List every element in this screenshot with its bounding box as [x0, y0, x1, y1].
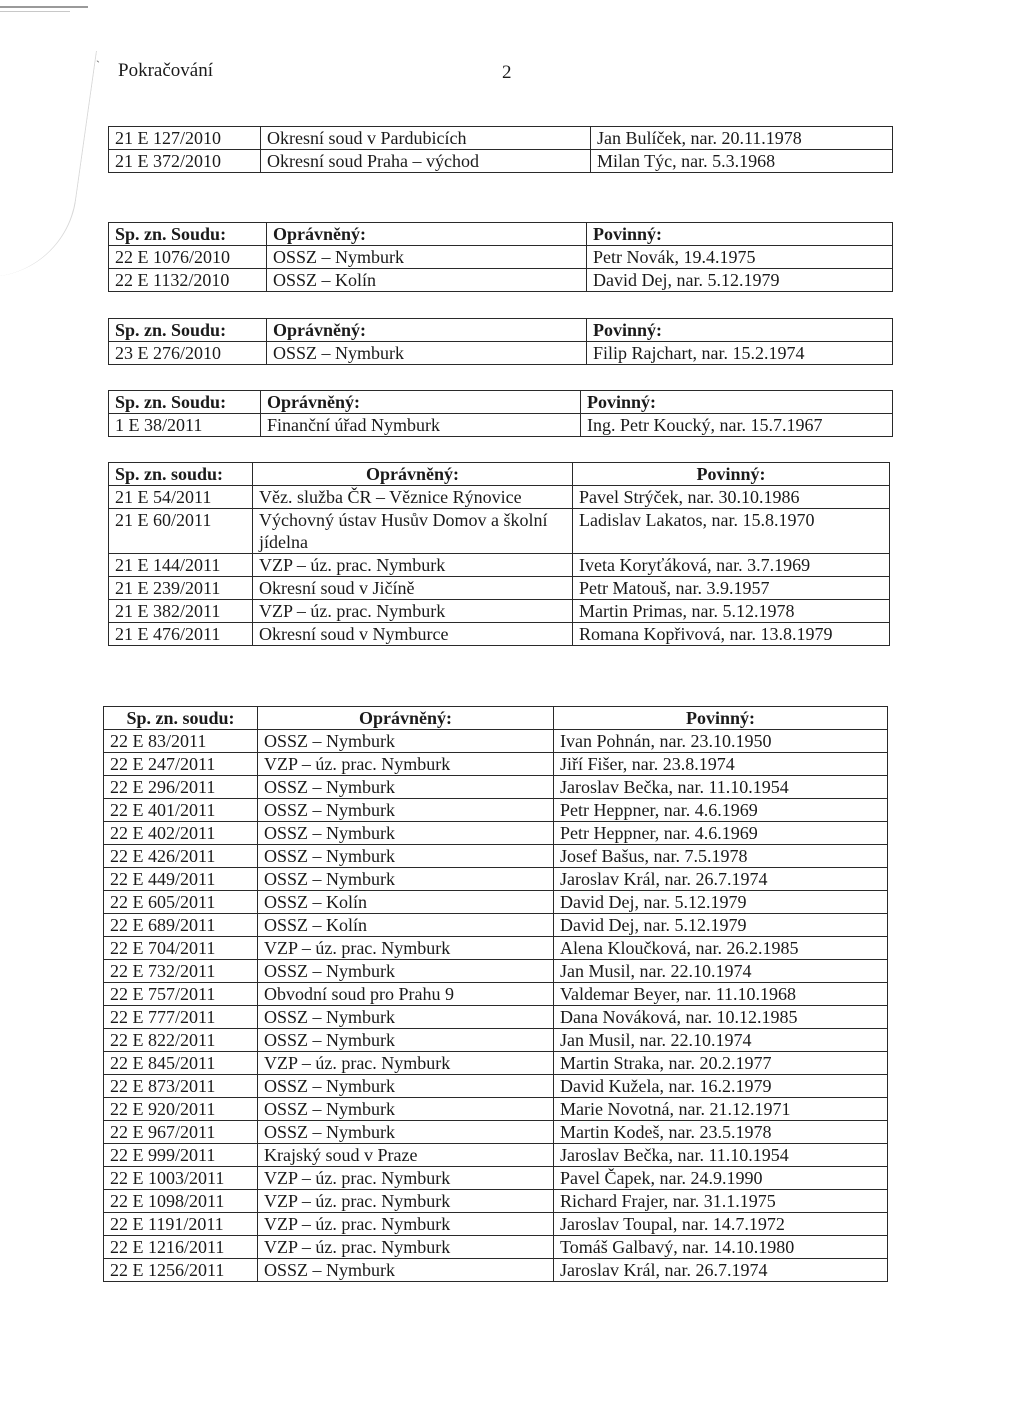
table-header — [104, 707, 888, 730]
case-number-cell: 22 E 1191/2011 — [104, 1213, 258, 1236]
debtor-cell: Dana Nováková, nar. 10.12.1985 — [554, 1006, 888, 1029]
debtor-cell: Jaroslav Toupal, nar. 14.7.1972 — [554, 1213, 888, 1236]
case-number-cell: 21 E 372/2010 — [109, 150, 261, 173]
case-number-cell: 22 E 1132/2010 — [109, 269, 267, 292]
debtor-cell: Tomáš Galbavý, nar. 14.10.1980 — [554, 1236, 888, 1259]
debtor-cell: Jaroslav Bečka, nar. 11.10.1954 — [554, 1144, 888, 1167]
debtor-cell: Jiří Fišer, nar. 23.8.1974 — [554, 753, 888, 776]
case-number-cell: 23 E 276/2010 — [109, 342, 267, 365]
column-header-debtor: Povinný: — [573, 463, 890, 486]
case-number-cell: 22 E 1098/2011 — [104, 1190, 258, 1213]
table-row — [109, 600, 890, 623]
case-number-cell: 22 E 401/2011 — [104, 799, 258, 822]
case-number-cell: 22 E 247/2011 — [104, 753, 258, 776]
creditor-cell: VZP – úz. prac. Nymburk — [258, 1167, 554, 1190]
table-row — [104, 1190, 888, 1213]
column-header-debtor: Povinný: — [554, 707, 888, 730]
table-row — [104, 1144, 888, 1167]
case-number-cell: 22 E 83/2011 — [104, 730, 258, 753]
case-number-cell: 22 E 704/2011 — [104, 937, 258, 960]
case-number-cell: 22 E 732/2011 — [104, 960, 258, 983]
table-row — [109, 486, 890, 509]
debtor-cell: Ing. Petr Koucký, nar. 15.7.1967 — [581, 414, 893, 437]
debtor-cell: Ivan Pohnán, nar. 23.10.1950 — [554, 730, 888, 753]
creditor-cell: Okresní soud v Jičíně — [253, 577, 573, 600]
debtor-cell: Petr Heppner, nar. 4.6.1969 — [554, 799, 888, 822]
creditor-cell: VZP – úz. prac. Nymburk — [258, 937, 554, 960]
case-table-5 — [108, 462, 890, 646]
case-table-3 — [108, 318, 893, 365]
case-table-6 — [103, 706, 888, 1282]
page-number: 2 — [502, 62, 512, 83]
table-body — [109, 127, 893, 173]
debtor-cell: Alena Kloučková, nar. 26.2.1985 — [554, 937, 888, 960]
table-row — [104, 891, 888, 914]
case-number-cell: 22 E 1076/2010 — [109, 246, 267, 269]
case-table-4 — [108, 390, 893, 437]
debtor-cell: Martin Kodeš, nar. 23.5.1978 — [554, 1121, 888, 1144]
creditor-cell: OSSZ – Nymburk — [267, 246, 587, 269]
table-header — [109, 463, 890, 486]
table-row — [104, 960, 888, 983]
table-row — [104, 1098, 888, 1121]
creditor-cell: OSSZ – Nymburk — [258, 1006, 554, 1029]
case-number-cell: 21 E 476/2011 — [109, 623, 253, 646]
case-number-cell: 21 E 239/2011 — [109, 577, 253, 600]
creditor-cell: OSSZ – Kolín — [258, 891, 554, 914]
table-body — [109, 414, 893, 437]
table-row — [104, 1259, 888, 1282]
table-header — [109, 319, 893, 342]
debtor-cell: Milan Týc, nar. 5.3.1968 — [591, 150, 893, 173]
column-header-debtor: Povinný: — [587, 223, 893, 246]
debtor-cell: David Kužela, nar. 16.2.1979 — [554, 1075, 888, 1098]
debtor-cell: Martin Primas, nar. 5.12.1978 — [573, 600, 890, 623]
case-number-cell: 21 E 127/2010 — [109, 127, 261, 150]
table-body — [109, 486, 890, 646]
creditor-cell: VZP – úz. prac. Nymburk — [258, 1190, 554, 1213]
debtor-cell: Jaroslav Král, nar. 26.7.1974 — [554, 1259, 888, 1282]
case-number-cell: 22 E 920/2011 — [104, 1098, 258, 1121]
table-row — [104, 1075, 888, 1098]
creditor-cell: VZP – úz. prac. Nymburk — [253, 554, 573, 577]
debtor-cell: Valdemar Beyer, nar. 11.10.1968 — [554, 983, 888, 1006]
column-header-creditor: Oprávněný: — [258, 707, 554, 730]
case-number-cell: 22 E 822/2011 — [104, 1029, 258, 1052]
debtor-cell: Pavel Čapek, nar. 24.9.1990 — [554, 1167, 888, 1190]
creditor-cell: OSSZ – Nymburk — [258, 845, 554, 868]
table-row — [104, 1052, 888, 1075]
column-header-creditor: Oprávněný: — [267, 319, 587, 342]
table-row — [104, 937, 888, 960]
table-row — [109, 554, 890, 577]
table-row — [109, 269, 893, 292]
creditor-cell: OSSZ – Nymburk — [258, 822, 554, 845]
case-number-cell: 22 E 999/2011 — [104, 1144, 258, 1167]
creditor-cell: OSSZ – Nymburk — [258, 1259, 554, 1282]
debtor-cell: Pavel Strýček, nar. 30.10.1986 — [573, 486, 890, 509]
column-header-creditor: Oprávněný: — [253, 463, 573, 486]
debtor-cell: David Dej, nar. 5.12.1979 — [554, 891, 888, 914]
table-header — [109, 391, 893, 414]
table-row — [104, 914, 888, 937]
scan-artifact-line — [0, 11, 70, 12]
creditor-cell: OSSZ – Nymburk — [258, 730, 554, 753]
creditor-cell: OSSZ – Nymburk — [267, 342, 587, 365]
table-body — [104, 730, 888, 1282]
column-header-case-number: Sp. zn. Soudu: — [109, 223, 267, 246]
table-row — [104, 845, 888, 868]
table-row — [109, 414, 893, 437]
table-row — [104, 753, 888, 776]
table-row — [109, 127, 893, 150]
debtor-cell: Petr Matouš, nar. 3.9.1957 — [573, 577, 890, 600]
header-row — [109, 223, 893, 246]
table-row — [104, 1167, 888, 1190]
case-number-cell: 22 E 402/2011 — [104, 822, 258, 845]
table-row — [104, 1006, 888, 1029]
case-number-cell: 22 E 967/2011 — [104, 1121, 258, 1144]
creditor-cell: VZP – úz. prac. Nymburk — [258, 1052, 554, 1075]
case-number-cell: 22 E 777/2011 — [104, 1006, 258, 1029]
creditor-cell: Okresní soud v Nymburce — [253, 623, 573, 646]
case-number-cell: 22 E 873/2011 — [104, 1075, 258, 1098]
debtor-cell: Richard Frajer, nar. 31.1.1975 — [554, 1190, 888, 1213]
creditor-cell: OSSZ – Nymburk — [258, 960, 554, 983]
case-table-2 — [108, 222, 893, 292]
debtor-cell: Josef Bašus, nar. 7.5.1978 — [554, 845, 888, 868]
debtor-cell: Jan Musil, nar. 22.10.1974 — [554, 1029, 888, 1052]
column-header-case-number: Sp. zn. Soudu: — [109, 391, 261, 414]
column-header-case-number: Sp. zn. soudu: — [109, 463, 253, 486]
table-row — [109, 509, 890, 554]
creditor-cell: Výchovný ústav Husův Domov a školní jídelna — [253, 509, 573, 554]
table-row — [109, 246, 893, 269]
case-number-cell: 22 E 1256/2011 — [104, 1259, 258, 1282]
column-header-debtor: Povinný: — [587, 319, 893, 342]
table-body — [109, 342, 893, 365]
creditor-cell: Okresní soud v Pardubicích — [261, 127, 591, 150]
debtor-cell: Martin Straka, nar. 20.2.1977 — [554, 1052, 888, 1075]
creditor-cell: OSSZ – Nymburk — [258, 799, 554, 822]
debtor-cell: Ladislav Lakatos, nar. 15.8.1970 — [573, 509, 890, 554]
case-number-cell: 1 E 38/2011 — [109, 414, 261, 437]
debtor-cell: Petr Novák, 19.4.1975 — [587, 246, 893, 269]
table-row — [104, 1121, 888, 1144]
case-number-cell: 21 E 60/2011 — [109, 509, 253, 554]
table-row — [104, 868, 888, 891]
table-body — [109, 246, 893, 292]
creditor-cell: OSSZ – Nymburk — [258, 868, 554, 891]
case-number-cell: 22 E 845/2011 — [104, 1052, 258, 1075]
debtor-cell: Marie Novotná, nar. 21.12.1971 — [554, 1098, 888, 1121]
creditor-cell: Okresní soud Praha – východ — [261, 150, 591, 173]
column-header-creditor: Oprávněný: — [261, 391, 581, 414]
table-header — [109, 223, 893, 246]
case-number-cell: 22 E 757/2011 — [104, 983, 258, 1006]
table-row — [109, 342, 893, 365]
debtor-cell: David Dej, nar. 5.12.1979 — [554, 914, 888, 937]
scan-artifact-curve — [0, 31, 97, 288]
creditor-cell: OSSZ – Nymburk — [258, 1075, 554, 1098]
creditor-cell: OSSZ – Kolín — [267, 269, 587, 292]
debtor-cell: Petr Heppner, nar. 4.6.1969 — [554, 822, 888, 845]
header-row — [109, 391, 893, 414]
case-number-cell: 22 E 1003/2011 — [104, 1167, 258, 1190]
case-table-1 — [108, 126, 893, 173]
debtor-cell: Jan Bulíček, nar. 20.11.1978 — [591, 127, 893, 150]
column-header-debtor: Povinný: — [581, 391, 893, 414]
debtor-cell: David Dej, nar. 5.12.1979 — [587, 269, 893, 292]
case-number-cell: 22 E 296/2011 — [104, 776, 258, 799]
case-number-cell: 21 E 382/2011 — [109, 600, 253, 623]
table-row — [109, 150, 893, 173]
creditor-cell: Krajský soud v Praze — [258, 1144, 554, 1167]
creditor-cell: Obvodní soud pro Prahu 9 — [258, 983, 554, 1006]
case-number-cell: 22 E 426/2011 — [104, 845, 258, 868]
case-number-cell: 21 E 54/2011 — [109, 486, 253, 509]
table-row — [104, 1213, 888, 1236]
table-row — [104, 1029, 888, 1052]
case-number-cell: 22 E 1216/2011 — [104, 1236, 258, 1259]
table-row — [109, 623, 890, 646]
creditor-cell: OSSZ – Nymburk — [258, 776, 554, 799]
case-number-cell: 21 E 144/2011 — [109, 554, 253, 577]
case-number-cell: 22 E 449/2011 — [104, 868, 258, 891]
creditor-cell: Věz. služba ČR – Věznice Rýnovice — [253, 486, 573, 509]
debtor-cell: Iveta Koryťáková, nar. 3.7.1969 — [573, 554, 890, 577]
table-row — [109, 577, 890, 600]
page-title: Pokračování — [118, 60, 213, 81]
header-row — [109, 319, 893, 342]
header-row — [104, 707, 888, 730]
creditor-cell: Finanční úřad Nymburk — [261, 414, 581, 437]
creditor-cell: VZP – úz. prac. Nymburk — [258, 1213, 554, 1236]
creditor-cell: VZP – úz. prac. Nymburk — [253, 600, 573, 623]
column-header-creditor: Oprávněný: — [267, 223, 587, 246]
creditor-cell: OSSZ – Nymburk — [258, 1121, 554, 1144]
debtor-cell: Jaroslav Bečka, nar. 11.10.1954 — [554, 776, 888, 799]
table-row — [104, 730, 888, 753]
creditor-cell: VZP – úz. prac. Nymburk — [258, 753, 554, 776]
case-number-cell: 22 E 605/2011 — [104, 891, 258, 914]
header-row — [109, 463, 890, 486]
table-row — [104, 799, 888, 822]
debtor-cell: Romana Kopřivová, nar. 13.8.1979 — [573, 623, 890, 646]
creditor-cell: OSSZ – Nymburk — [258, 1098, 554, 1121]
creditor-cell: OSSZ – Nymburk — [258, 1029, 554, 1052]
creditor-cell: OSSZ – Kolín — [258, 914, 554, 937]
table-row — [104, 983, 888, 1006]
table-row — [104, 822, 888, 845]
debtor-cell: Filip Rajchart, nar. 15.2.1974 — [587, 342, 893, 365]
table-row — [104, 1236, 888, 1259]
creditor-cell: VZP – úz. prac. Nymburk — [258, 1236, 554, 1259]
debtor-cell: Jan Musil, nar. 22.10.1974 — [554, 960, 888, 983]
column-header-case-number: Sp. zn. soudu: — [104, 707, 258, 730]
debtor-cell: Jaroslav Král, nar. 26.7.1974 — [554, 868, 888, 891]
scan-artifact-dot: ˋ — [96, 58, 100, 72]
table-row — [104, 776, 888, 799]
case-number-cell: 22 E 689/2011 — [104, 914, 258, 937]
scan-artifact-line — [0, 6, 88, 8]
column-header-case-number: Sp. zn. Soudu: — [109, 319, 267, 342]
